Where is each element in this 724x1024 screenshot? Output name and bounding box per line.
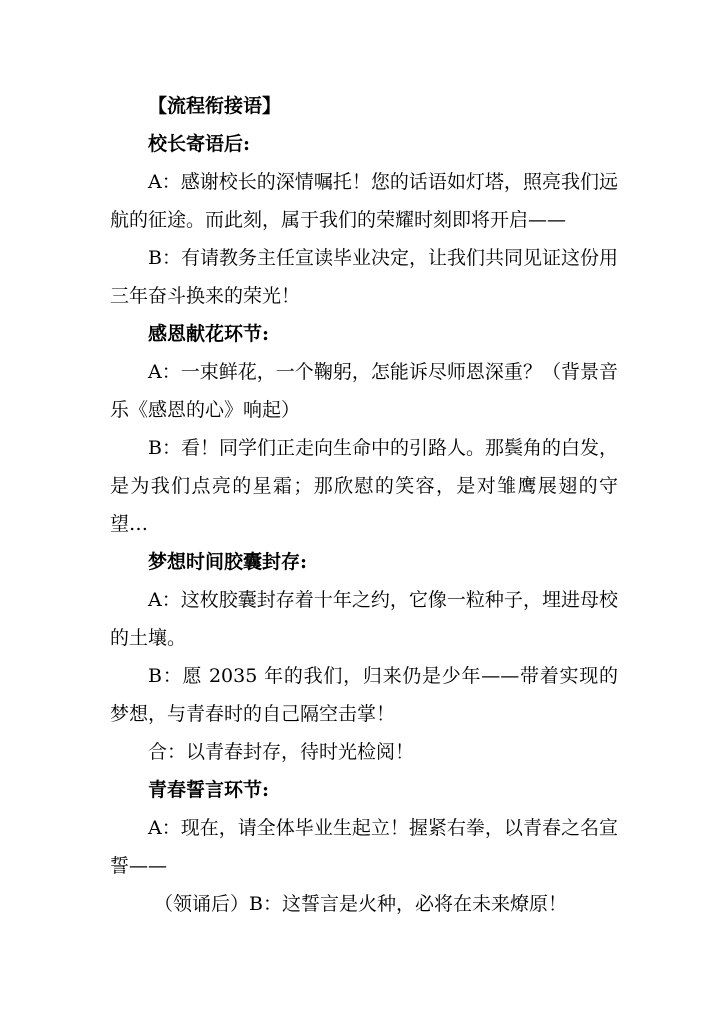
paragraph-b-teachers: B：看！同学们正走向生命中的引路人。那鬓角的白发，是为我们点亮的星霜；那欣慰的笑容，是对雏鹰展翅的守望… [110,437,618,535]
paragraph-together: 合：以青春封存，待时光检阅！ [148,741,415,763]
document-body [110,87,618,923]
paragraph-b-graduation-decision: B：有请教务主任宣读毕业决定，让我们共同见证这份用三年奋斗换来的荣光！ [110,247,618,307]
paragraph-b-oath-fire: （领诵后）B：这誓言是火种，必将在未来燎原！ [154,893,567,915]
section-heading-youth-oath: 青春誓言环节: [148,779,270,801]
section-heading-flower-gratitude: 感恩献花环节: [148,323,270,345]
section-heading-transition: 【流程衔接语】 [148,95,282,117]
section-heading-time-capsule: 梦想时间胶囊封存: [148,551,308,573]
paragraph-a-flowers: A：一束鲜花，一个鞠躬，怎能诉尽师恩深重？（背景音乐《感恩的心》响起） [110,361,618,421]
paragraph-a-capsule: A：这枚胶囊封存着十年之约，它像一粒种子，埋进母校的土壤。 [110,589,618,649]
section-heading-after-principal: 校长寄语后: [148,133,251,155]
paragraph-a-oath: A：现在，请全体毕业生起立！握紧右拳，以青春之名宣誓—— [110,817,618,877]
paragraph-b-2035: B：愿 2035 年的我们，归来仍是少年——带着实现的梦想，与青春时的自己隔空击掌！ [110,665,618,725]
paragraph-a-thanks-principal: A：感谢校长的深情嘱托！您的话语如灯塔，照亮我们远航的征途。而此刻，属于我们的荣耀时刻即将开启—— [110,171,618,231]
